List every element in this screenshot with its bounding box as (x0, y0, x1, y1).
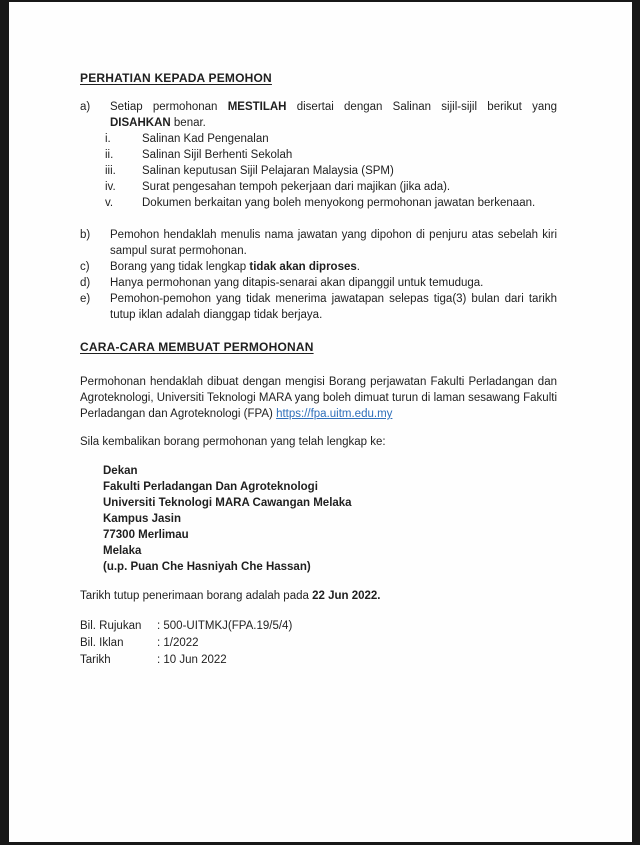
sublist-marker-iii: iii. (105, 165, 116, 177)
application-paragraph-text: Permohonan hendaklah dibuat dengan mengisi Borang perjawatan Fakulti Perladangan dan Agroteknologi, Universiti Teknologi MARA yang boleh dimuat turun di laman sesawang Fakulti Perladangan dan Agroteknologi (FPA) (80, 376, 557, 420)
list-marker-a: a) (80, 101, 91, 113)
item-c-bold-1: tidak akan diproses (249, 261, 357, 273)
closing-date-text: Tarikh tutup penerimaan borang adalah pada (80, 590, 313, 602)
notice-section (80, 70, 557, 87)
reference-value-rujukan: : 500-UITMKJ(FPA.19/5/4) (157, 620, 293, 632)
list-item-c-text (110, 259, 557, 275)
list-item-a (80, 99, 557, 131)
list-item-a-text (110, 99, 557, 131)
how-to-apply-heading: CARA-CARA MEMBUAT PERMOHONAN (80, 340, 314, 354)
sublist-text-iii: Salinan keputusan Sijil Pelajaran Malaysia (SPM) (142, 165, 394, 177)
list-item-c (80, 259, 557, 275)
list-marker-b: b) (80, 229, 91, 241)
address-line-postcode: 77300 Merlimau (103, 529, 189, 541)
reference-label-tarikh: Tarikh (80, 654, 111, 666)
return-address-block (103, 463, 557, 575)
reference-label-iklan: Bil. Iklan (80, 637, 124, 649)
reference-row-rujukan (80, 618, 557, 635)
document-page (9, 2, 632, 842)
item-a-bold-2: DISAHKAN (110, 117, 171, 129)
how-to-apply-section (80, 339, 557, 356)
reference-row-tarikh (80, 652, 557, 669)
sublist-text-iv: Surat pengesahan tempoh pekerjaan dari majikan (jika ada). (142, 181, 451, 193)
address-line-campus: Kampus Jasin (103, 513, 181, 525)
item-c-text-2: . (356, 261, 360, 273)
list-item-e-text: Pemohon-pemohon yang tidak menerima jawatapan selepas tiga(3) bulan dari tarikh tutup iklan adalah dianggap tidak berjaya. (110, 293, 557, 321)
sublist-item-iii (105, 163, 557, 179)
address-line-faculty: Fakulti Perladangan Dan Agroteknologi (103, 481, 318, 493)
sublist-item-v (105, 195, 557, 211)
list-item-d-text: Hanya permohonan yang ditapis-senarai akan dipanggil untuk temuduga. (110, 277, 484, 289)
item-a-text-2: disertai dengan Salinan sijil-sijil berikut yang (286, 101, 557, 113)
sublist-marker-ii: ii. (105, 149, 114, 161)
sublist-text-ii: Salinan Sijil Berhenti Sekolah (142, 149, 293, 161)
closing-date-line (80, 588, 557, 604)
address-line-state: Melaka (103, 545, 142, 557)
address-line-dekan: Dekan (103, 465, 138, 477)
reference-value-tarikh: : 10 Jun 2022 (157, 654, 227, 666)
list-item-d (80, 275, 557, 291)
list-item-b (80, 227, 557, 259)
certificate-sublist (105, 131, 557, 211)
fpa-website-link[interactable]: https://fpa.uitm.edu.my (276, 408, 393, 420)
item-a-bold-1: MESTILAH (227, 101, 287, 113)
sublist-item-i (105, 131, 557, 147)
list-marker-c: c) (80, 261, 90, 273)
sublist-marker-iv: iv. (105, 181, 116, 193)
return-instruction-line: Sila kembalikan borang permohonan yang telah lengkap ke: (80, 436, 386, 448)
item-a-text-1: Setiap permohonan (110, 101, 228, 113)
list-marker-d: d) (80, 277, 91, 289)
sublist-text-i: Salinan Kad Pengenalan (142, 133, 269, 145)
list-item-e (80, 291, 557, 323)
list-item-b-text: Pemohon hendaklah menulis nama jawatan yang dipohon di penjuru atas sebelah kiri sampul surat permohonan. (110, 229, 557, 257)
reference-block (80, 618, 557, 669)
item-a-text-3: benar. (170, 117, 206, 129)
reference-row-iklan (80, 635, 557, 652)
item-c-text-1: Borang yang tidak lengkap (110, 261, 250, 273)
address-line-attention: (u.p. Puan Che Hasniyah Che Hassan) (103, 561, 311, 573)
address-line-university: Universiti Teknologi MARA Cawangan Melaka (103, 497, 352, 509)
sublist-marker-i: i. (105, 133, 111, 145)
reference-label-rujukan: Bil. Rujukan (80, 620, 142, 632)
notice-heading: PERHATIAN KEPADA PEMOHON (80, 71, 272, 85)
sublist-text-v: Dokumen berkaitan yang boleh menyokong permohonan jawatan berkenaan. (142, 197, 536, 209)
reference-value-iklan: : 1/2022 (157, 637, 199, 649)
sublist-item-ii (105, 147, 557, 163)
sublist-marker-v: v. (105, 197, 114, 209)
closing-date-bold: 22 Jun 2022. (312, 590, 381, 602)
application-paragraph (80, 374, 557, 422)
sublist-item-iv (105, 179, 557, 195)
list-marker-e: e) (80, 293, 91, 305)
document-content (9, 70, 557, 669)
